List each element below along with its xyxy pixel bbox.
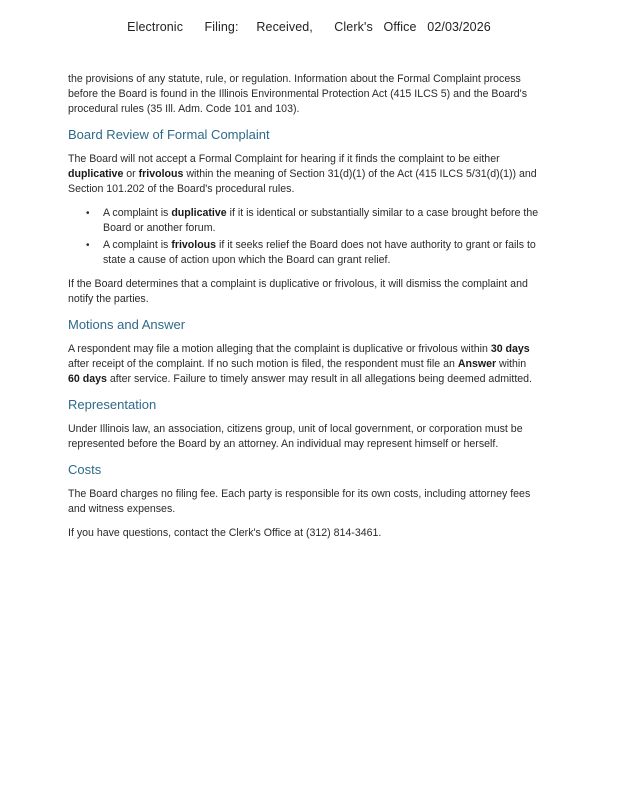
costs-paragraph: The Board charges no filing fee. Each party is responsible for its own costs, including attorney fees and witness expenses. [68,488,531,515]
review-bold-frivolous: frivolous [138,168,184,180]
bullet-item-frivolous [86,238,540,268]
bullet-icon: • [86,240,90,251]
contact-paragraph: If you have questions, contact the Clerk's Office at (312) 814-3461. [68,527,382,539]
bullet-bold: duplicative [171,207,227,219]
bullet-item-duplicative [86,206,540,236]
motions-text-a: A respondent may file a motion alleging that the complaint is duplicative or frivolous within [68,343,491,355]
motions-bold-answer: Answer [457,358,497,370]
review-bullet-list [68,206,540,268]
motions-bold-60-days: 60 days [68,373,107,385]
motions-bold-30-days: 30 days [490,343,530,355]
heading-motions-answer: Motions and Answer [68,317,186,332]
review-bold-duplicative: duplicative [68,168,124,180]
bullet-text-pre: A complaint is [103,207,172,219]
review-paragraph [68,152,540,197]
representation-paragraph: Under Illinois law, an association, citizens group, unit of local government, or corporation must be represented before the Board by an attorney. An individual may represent himself or herself. [68,423,523,450]
filing-stamp: Electronic Filing: Received, Clerk's Office 02/03/2026 [127,20,491,34]
review-text-a: The Board will not accept a Formal Complaint for hearing if it finds the complaint to be either [68,153,500,165]
bullet-text-post: if it is identical or substantially similar to a case brought before the Board or another forum. [103,207,539,234]
review-text-c: or [123,168,139,180]
motions-paragraph [68,342,540,387]
motions-text-c: after receipt of the complaint. If no such motion is filed, the respondent must file an [68,358,458,370]
intro-paragraph: the provisions of any statute, rule, or regulation. Information about the Formal Complaint process before the Board is found in the Illinois Environmental Protection Act (415 ILCS 5) and the Board's procedural rules (35 Ill. Adm. Code 101 and 103). [68,73,527,115]
bullet-text-post: if it seeks relief the Board does not have authority to grant or fails to state a cause of action upon which the Board can grant relief. [103,239,536,266]
heading-board-review: Board Review of Formal Complaint [68,127,270,142]
heading-costs: Costs [68,462,102,477]
document-body [68,72,540,541]
bullet-icon: • [86,208,90,219]
bullet-text-pre: A complaint is [103,239,172,251]
dismiss-paragraph: If the Board determines that a complaint is duplicative or frivolous, it will dismiss the complaint and notify the parties. [68,278,528,305]
review-text-d: within the meaning of Section 31(d)(1) of the Act (415 ILCS 5/31(d)(1)) and Section 101.202 of the Board's procedural rules. [68,168,537,195]
heading-representation: Representation [68,397,157,412]
motions-text-e: after service. Failure to timely answer may result in all allegations being deemed admitted. [106,373,533,385]
motions-text-d: within [496,358,527,370]
bullet-bold: frivolous [171,239,217,251]
